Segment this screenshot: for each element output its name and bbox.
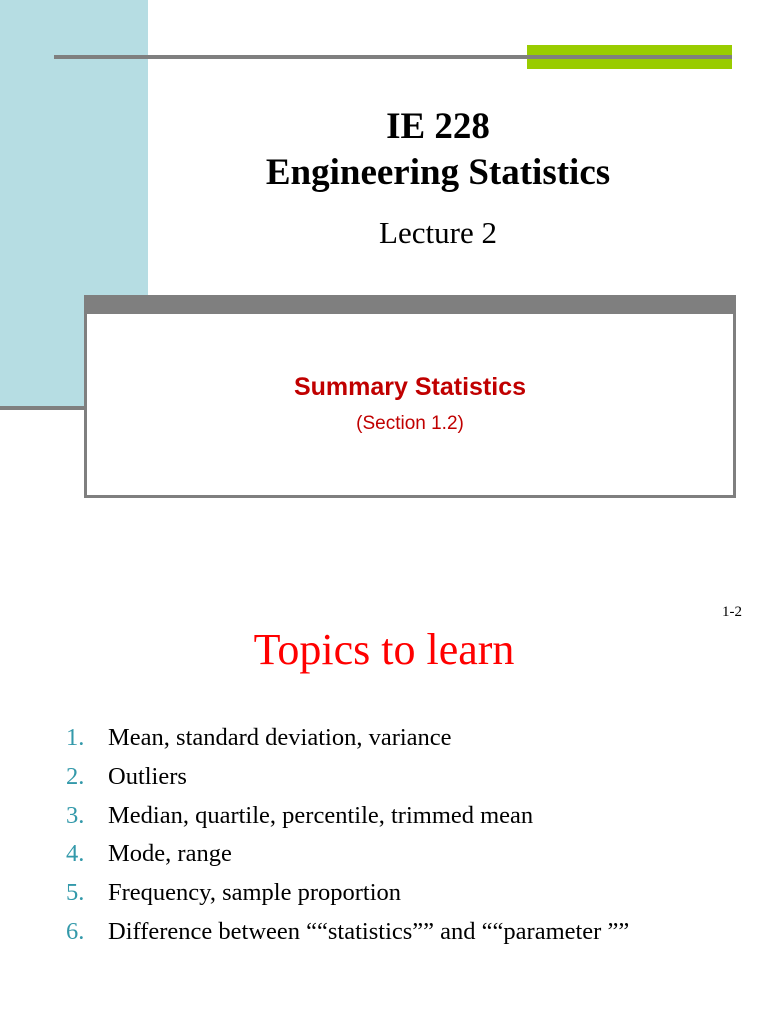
summary-box bbox=[84, 311, 736, 498]
list-item-number: 4. bbox=[66, 840, 85, 868]
list-item bbox=[66, 802, 629, 841]
list-item-text: Mean, standard deviation, variance bbox=[108, 724, 452, 751]
box-title: Summary Statistics bbox=[293, 373, 527, 401]
green-accent-bar bbox=[527, 45, 732, 69]
list-item bbox=[66, 879, 629, 918]
list-item-text: Difference between ““statistics”” and ““parameter ”” bbox=[108, 917, 630, 945]
topics-heading: Topics to learn bbox=[253, 625, 515, 674]
list-item bbox=[66, 918, 629, 957]
slide-number: 1-2 bbox=[722, 604, 742, 620]
list-item-number: 3. bbox=[66, 801, 85, 829]
panel-shadow-rule bbox=[0, 406, 86, 410]
list-item bbox=[66, 724, 629, 763]
list-item bbox=[66, 840, 629, 879]
topics-slide bbox=[0, 560, 768, 1024]
list-item-number: 1. bbox=[66, 724, 85, 751]
list-item-text: Outliers bbox=[108, 762, 187, 790]
list-item-text: Median, quartile, percentile, trimmed mean bbox=[108, 801, 534, 829]
list-item-text: Mode, range bbox=[108, 840, 232, 868]
lecture-label: Lecture 2 bbox=[379, 215, 497, 250]
list-item-text: Frequency, sample proportion bbox=[108, 879, 402, 907]
topic-list bbox=[66, 724, 629, 957]
list-item-number: 5. bbox=[66, 879, 85, 907]
course-name: Engineering Statistics bbox=[265, 152, 611, 193]
list-item-number: 6. bbox=[66, 917, 85, 945]
box-subtitle: (Section 1.2) bbox=[356, 413, 464, 434]
course-code: IE 228 bbox=[386, 106, 490, 147]
title-block bbox=[148, 104, 728, 252]
accent-bar-rule bbox=[527, 55, 732, 59]
list-item-number: 2. bbox=[66, 762, 85, 790]
list-item bbox=[66, 763, 629, 802]
